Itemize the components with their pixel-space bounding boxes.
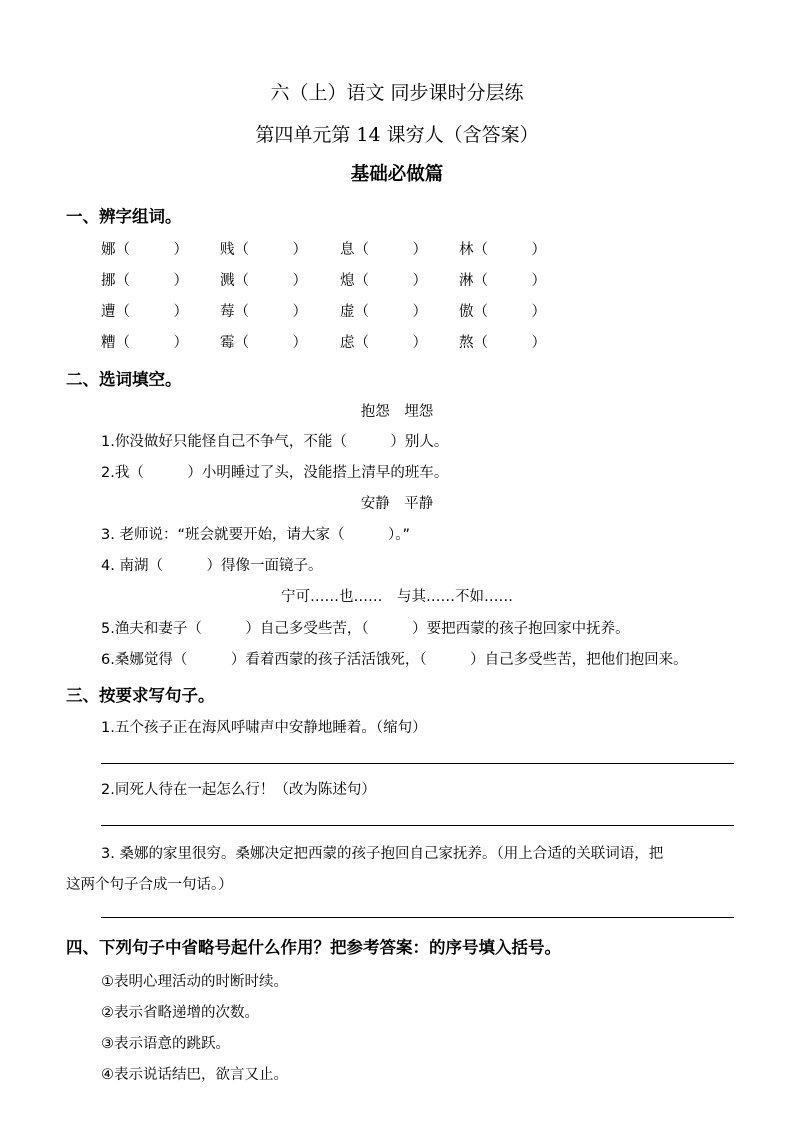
fill-question-4: 4. 南湖（ ）得像一面镜子。 bbox=[101, 558, 323, 574]
rewrite-question-3: 3. 桑娜的家里很穷。桑娜决定把西蒙的孩子抱回自己家抚养。（用上合适的关联词语，把 bbox=[101, 846, 664, 862]
rewrite-question-1: 1.五个孩子正在海风呼啸声中安静地睡着。（缩句） bbox=[101, 720, 427, 736]
word-cell: 息（ ） bbox=[340, 242, 427, 258]
word-cell: 挪（ ） bbox=[101, 273, 188, 289]
section3-heading: 三、按要求写句子。 bbox=[66, 686, 215, 705]
lesson-subtitle: 第四单元第 14 课穷人（含答案） bbox=[255, 124, 539, 146]
word-choice-group-2: 安静 平静 bbox=[360, 496, 434, 512]
section4-heading: 四、下列句子中省略号起什么作用？把参考答案：的序号填入括号。 bbox=[66, 938, 561, 957]
word-cell: 淋（ ） bbox=[459, 273, 546, 289]
ellipsis-option: ③表示语意的跳跃。 bbox=[101, 1036, 230, 1052]
answer-line bbox=[101, 825, 734, 826]
fill-question-2: 2.我（ ）小明睡过了头，没能搭上清早的班车。 bbox=[101, 465, 449, 481]
fill-question-3: 3. 老师说：“班会就要开始，请大家（ ）。” bbox=[101, 527, 410, 543]
word-cell: 娜（ ） bbox=[101, 242, 188, 258]
word-cell: 莓（ ） bbox=[220, 304, 307, 320]
word-cell: 贱（ ） bbox=[220, 242, 307, 258]
answer-line bbox=[101, 917, 734, 918]
word-cell: 虚（ ） bbox=[340, 304, 427, 320]
word-cell: 遭（ ） bbox=[101, 304, 188, 320]
worksheet-title: 六（上）语文 同步课时分层练 bbox=[270, 82, 524, 104]
fill-question-1: 1.你没做好只能怪自己不争气，不能（ ）别人。 bbox=[101, 434, 449, 450]
ellipsis-option: ①表明心理活动的时断时续。 bbox=[101, 974, 288, 990]
fill-question-6: 6.桑娜觉得（ ）看着西蒙的孩子活活饿死，（ ）自己多受些苦，把他们抱回来。 bbox=[101, 652, 688, 668]
word-choice-group-1: 抱怨 埋怨 bbox=[360, 404, 434, 420]
rewrite-question-2: 2.同死人待在一起怎么行！（改为陈述句） bbox=[101, 782, 376, 798]
word-cell: 熬（ ） bbox=[459, 335, 546, 351]
ellipsis-option: ④表示说话结巴，欲言又止。 bbox=[101, 1067, 288, 1083]
word-cell: 傲（ ） bbox=[459, 304, 546, 320]
word-cell: 虑（ ） bbox=[340, 335, 427, 351]
rewrite-question-3-cont: 这两个句子合成一句话。） bbox=[66, 877, 233, 893]
word-choice-group-3: 宁可……也…… 与其……不如…… bbox=[281, 589, 513, 605]
section1-heading: 一、辨字组词。 bbox=[66, 207, 182, 226]
word-cell: 霉（ ） bbox=[220, 335, 307, 351]
word-cell: 糟（ ） bbox=[101, 335, 188, 351]
word-cell: 溅（ ） bbox=[220, 273, 307, 289]
answer-line bbox=[101, 763, 734, 764]
word-cell: 熄（ ） bbox=[340, 273, 427, 289]
word-cell: 林（ ） bbox=[459, 242, 546, 258]
section2-heading: 二、选词填空。 bbox=[66, 370, 182, 389]
level-heading: 基础必做篇 bbox=[350, 164, 444, 185]
fill-question-5: 5.渔夫和妻子（ ）自己多受些苦，（ ）要把西蒙的孩子抱回家中抚养。 bbox=[101, 621, 630, 637]
ellipsis-option: ②表示省略递增的次数。 bbox=[101, 1005, 259, 1021]
